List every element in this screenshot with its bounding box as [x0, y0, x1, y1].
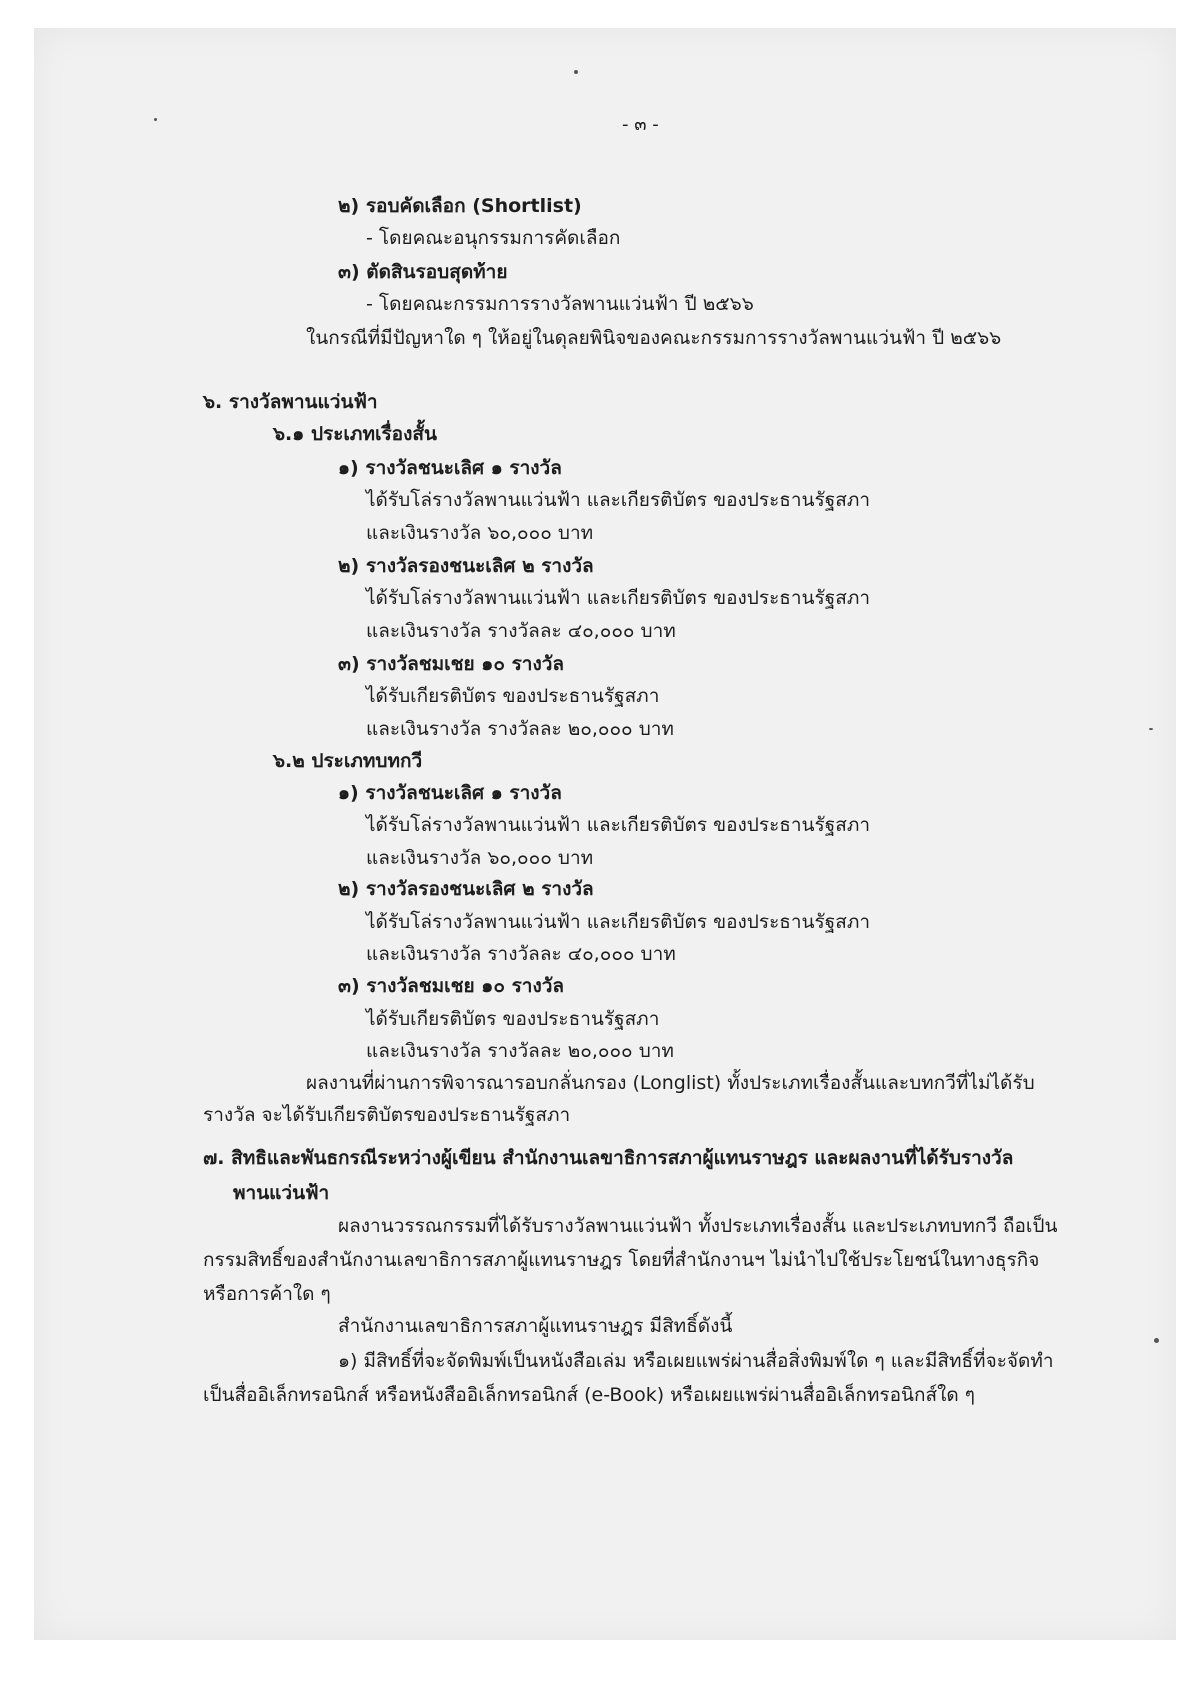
heading-line: ๓) รางวัลชมเชย ๑๐ รางวัล — [338, 653, 565, 675]
text-line: ได้รับโล่รางวัลพานแว่นฟ้า และเกียรติบัตร ของประธานรัฐสภา — [366, 911, 871, 933]
text-line: ได้รับเกียรติบัตร ของประธานรัฐสภา — [366, 1008, 660, 1030]
text-line: ได้รับโล่รางวัลพานแว่นฟ้า และเกียรติบัตร ของประธานรัฐสภา — [366, 587, 871, 609]
heading-line: ๒) รางวัลรองชนะเลิศ ๒ รางวัล — [338, 555, 594, 577]
heading-line: ๑) รางวัลชนะเลิศ ๑ รางวัล — [338, 457, 562, 479]
scan-speck — [1154, 1338, 1159, 1343]
text-line: ได้รับเกียรติบัตร ของประธานรัฐสภา — [366, 685, 660, 707]
page-number: - ๓ - — [622, 114, 659, 135]
heading-line: ๒) รางวัลรองชนะเลิศ ๒ รางวัล — [338, 878, 594, 900]
heading-line: ๖.๒ ประเภทบทกวี — [273, 750, 423, 772]
text-line: เป็นสื่ออิเล็กทรอนิกส์ หรือหนังสืออิเล็กทรอนิกส์ (e-Book) หรือเผยแพร่ผ่านสื่ออิเล็กทรอนิกส์ใด ๆ — [203, 1384, 975, 1406]
heading-line: พานแว่นฟ้า — [233, 1182, 330, 1204]
text-line: และเงินรางวัล รางวัลละ ๒๐,๐๐๐ บาท — [366, 718, 674, 740]
text-line: และเงินรางวัล ๖๐,๐๐๐ บาท — [366, 847, 594, 869]
text-line: และเงินรางวัล ๖๐,๐๐๐ บาท — [366, 522, 594, 544]
text-line: หรือการค้าใด ๆ — [203, 1283, 331, 1305]
text-line: ๑) มีสิทธิ์ที่จะจัดพิมพ์เป็นหนังสือเล่ม หรือเผยแพร่ผ่านสื่อสิ่งพิมพ์ใด ๆ และมีสิทธิ์ที่จะจัดทำ — [338, 1350, 1054, 1372]
heading-line: ๓) ตัดสินรอบสุดท้าย — [338, 261, 508, 283]
scan-speck — [154, 118, 157, 121]
text-line: ได้รับโล่รางวัลพานแว่นฟ้า และเกียรติบัตร ของประธานรัฐสภา — [366, 489, 871, 511]
text-line: ผลงานที่ผ่านการพิจารณารอบกลั่นกรอง (Longlist) ทั้งประเภทเรื่องสั้นและบทกวีที่ไม่ได้รับ — [306, 1072, 1035, 1094]
scan-speck — [1149, 728, 1153, 730]
heading-line: ๗. สิทธิและพันธกรณีระหว่างผู้เขียน สำนักงานเลขาธิการสภาผู้แทนราษฎร และผลงานที่ได้รับรางวัล — [203, 1147, 1014, 1169]
heading-line: ๑) รางวัลชนะเลิศ ๑ รางวัล — [338, 782, 562, 804]
text-line: - โดยคณะอนุกรรมการคัดเลือก — [366, 227, 621, 249]
text-line: และเงินรางวัล รางวัลละ ๒๐,๐๐๐ บาท — [366, 1040, 674, 1062]
text-line: กรรมสิทธิ์ของสำนักงานเลขาธิการสภาผู้แทนราษฎร โดยที่สำนักงานฯ ไม่นำไปใช้ประโยชน์ในทางธุรกิจ — [203, 1249, 1040, 1271]
text-line: และเงินรางวัล รางวัลละ ๔๐,๐๐๐ บาท — [366, 943, 676, 965]
text-line: ผลงานวรรณกรรมที่ได้รับรางวัลพานแว่นฟ้า ทั้งประเภทเรื่องสั้น และประเภทบทกวี ถือเป็น — [338, 1215, 1058, 1237]
heading-line: ๖. รางวัลพานแว่นฟ้า — [203, 391, 378, 413]
heading-line: ๓) รางวัลชมเชย ๑๐ รางวัล — [338, 975, 565, 997]
text-line: ในกรณีที่มีปัญหาใด ๆ ให้อยู่ในดุลยพินิจของคณะกรรมการรางวัลพานแว่นฟ้า ปี ๒๕๖๖ — [306, 327, 1002, 349]
scan-speck — [574, 70, 578, 74]
text-line: สำนักงานเลขาธิการสภาผู้แทนราษฎร มีสิทธิ์ดังนี้ — [338, 1315, 733, 1337]
text-line: - โดยคณะกรรมการรางวัลพานแว่นฟ้า ปี ๒๕๖๖ — [366, 293, 754, 315]
text-line: ได้รับโล่รางวัลพานแว่นฟ้า และเกียรติบัตร ของประธานรัฐสภา — [366, 814, 871, 836]
text-line: รางวัล จะได้รับเกียรติบัตรของประธานรัฐสภา — [203, 1104, 571, 1126]
text-line: และเงินรางวัล รางวัลละ ๔๐,๐๐๐ บาท — [366, 620, 676, 642]
heading-line: ๒) รอบคัดเลือก (Shortlist) — [338, 195, 582, 217]
heading-line: ๖.๑ ประเภทเรื่องสั้น — [273, 423, 437, 445]
